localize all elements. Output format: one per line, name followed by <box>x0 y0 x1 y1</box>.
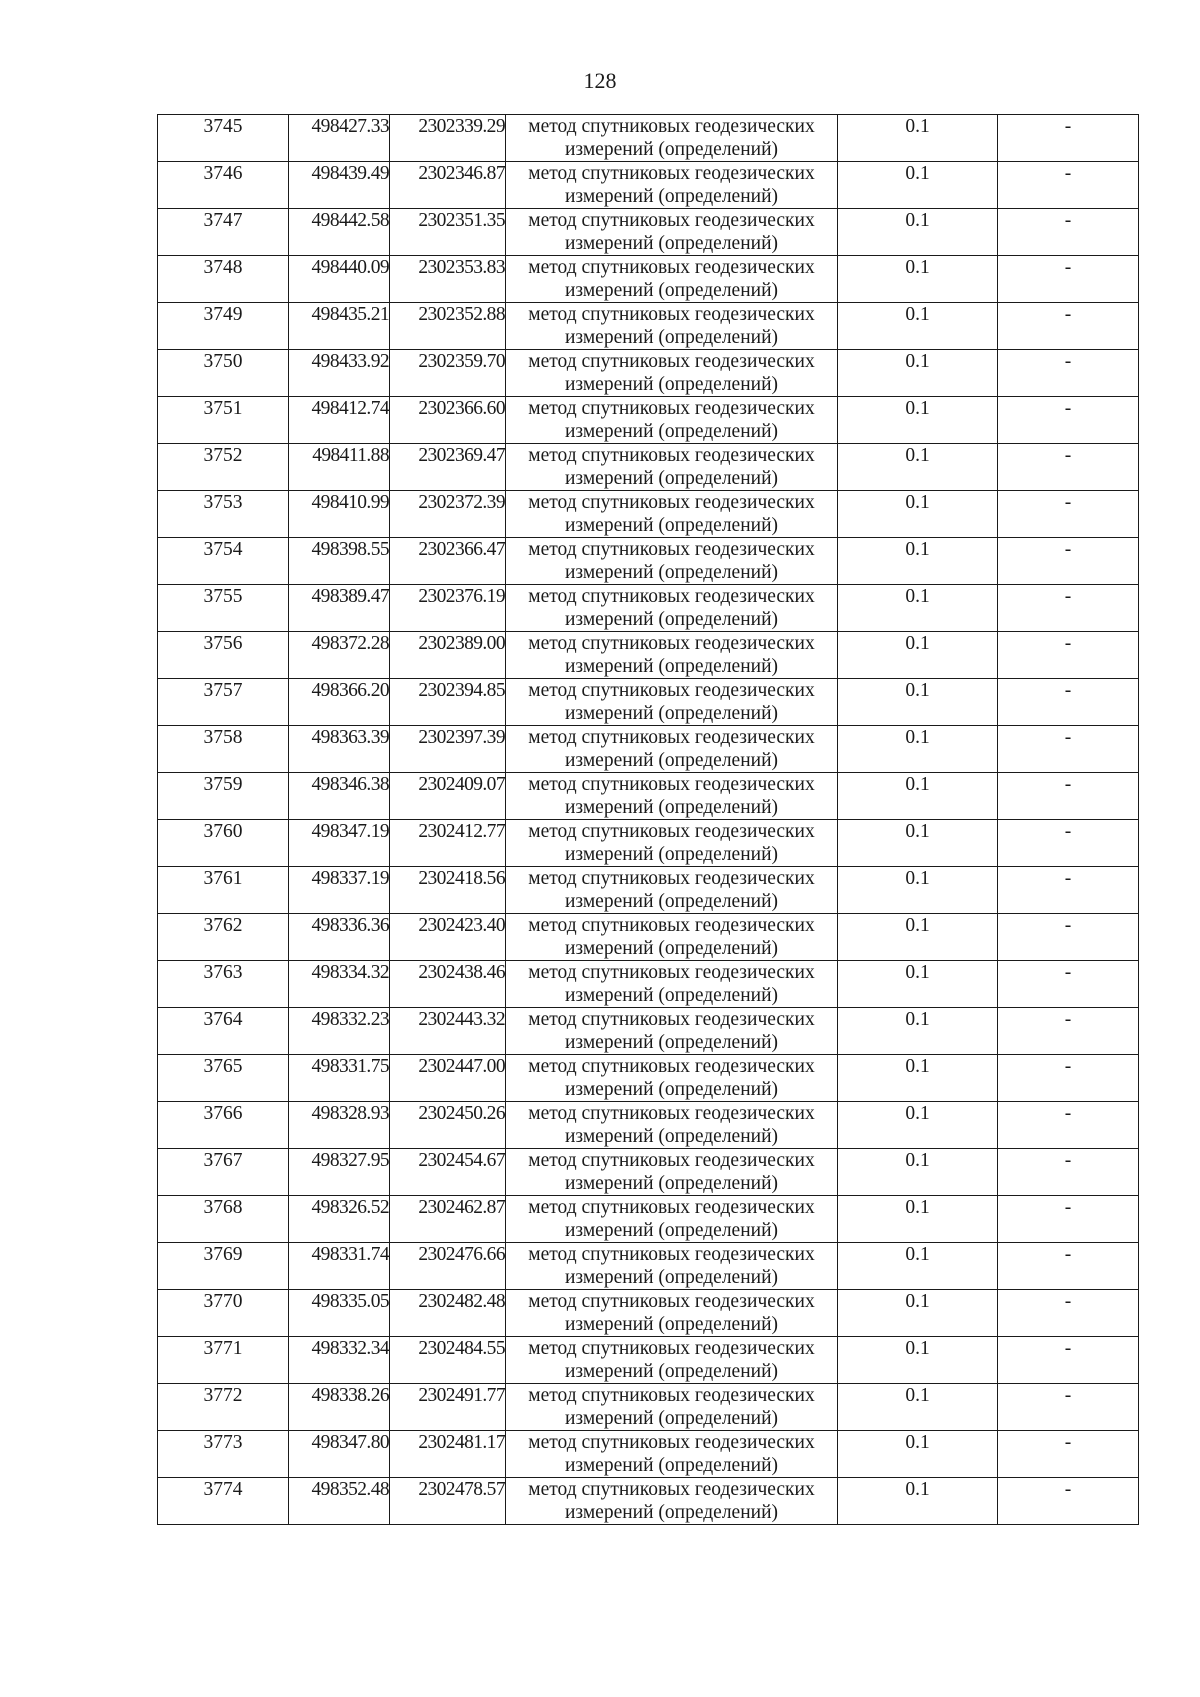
method-line-2: измерений (определений) <box>564 1032 779 1053</box>
y-coordinate-cell: 2302418.56 <box>390 867 506 914</box>
method-line-1: метод спутниковых геодезических <box>528 116 815 137</box>
method-line-2: измерений (определений) <box>564 1502 779 1523</box>
point-number-cell: 3772 <box>158 1384 289 1431</box>
accuracy-cell: 0.1 <box>838 914 998 961</box>
method-cell <box>506 1196 838 1243</box>
method-line-2: измерений (определений) <box>564 468 779 489</box>
table-row <box>158 444 1139 491</box>
y-coordinate-cell: 2302484.55 <box>390 1337 506 1384</box>
extra-cell: - <box>998 867 1139 914</box>
y-coordinate-cell: 2302376.19 <box>390 585 506 632</box>
accuracy-cell: 0.1 <box>838 209 998 256</box>
point-number-cell: 3758 <box>158 726 289 773</box>
table-row <box>158 1431 1139 1478</box>
point-number-cell: 3754 <box>158 538 289 585</box>
method-line-2: измерений (определений) <box>564 280 779 301</box>
accuracy-cell: 0.1 <box>838 632 998 679</box>
extra-cell: - <box>998 397 1139 444</box>
y-coordinate-cell: 2302454.67 <box>390 1149 506 1196</box>
y-coordinate-cell: 2302412.77 <box>390 820 506 867</box>
method-line-1: метод спутниковых геодезических <box>528 1338 815 1359</box>
y-coordinate-cell: 2302447.00 <box>390 1055 506 1102</box>
table-row <box>158 303 1139 350</box>
extra-cell: - <box>998 256 1139 303</box>
accuracy-cell: 0.1 <box>838 303 998 350</box>
y-coordinate-cell: 2302394.85 <box>390 679 506 726</box>
method-line-2: измерений (определений) <box>564 891 779 912</box>
method-line-1: метод спутниковых геодезических <box>528 351 815 372</box>
method-cell <box>506 1008 838 1055</box>
y-coordinate-cell: 2302339.29 <box>390 115 506 162</box>
method-line-2: измерений (определений) <box>564 1079 779 1100</box>
accuracy-cell: 0.1 <box>838 1055 998 1102</box>
accuracy-cell: 0.1 <box>838 773 998 820</box>
table-row <box>158 679 1139 726</box>
y-coordinate-cell: 2302359.70 <box>390 350 506 397</box>
method-line-1: метод спутниковых геодезических <box>528 398 815 419</box>
accuracy-cell: 0.1 <box>838 1243 998 1290</box>
method-cell <box>506 1102 838 1149</box>
method-cell <box>506 585 838 632</box>
point-number-cell: 3774 <box>158 1478 289 1525</box>
method-line-2: измерений (определений) <box>564 1126 779 1147</box>
method-cell <box>506 961 838 1008</box>
y-coordinate-cell: 2302478.57 <box>390 1478 506 1525</box>
table-row <box>158 1149 1139 1196</box>
x-coordinate-cell: 498331.75 <box>289 1055 390 1102</box>
x-coordinate-cell: 498332.23 <box>289 1008 390 1055</box>
coordinates-table <box>157 114 1139 1525</box>
point-number-cell: 3755 <box>158 585 289 632</box>
point-number-cell: 3747 <box>158 209 289 256</box>
x-coordinate-cell: 498332.34 <box>289 1337 390 1384</box>
method-line-2: измерений (определений) <box>564 797 779 818</box>
y-coordinate-cell: 2302409.07 <box>390 773 506 820</box>
method-line-2: измерений (определений) <box>564 609 779 630</box>
method-line-1: метод спутниковых геодезических <box>528 1056 815 1077</box>
x-coordinate-cell: 498352.48 <box>289 1478 390 1525</box>
y-coordinate-cell: 2302369.47 <box>390 444 506 491</box>
x-coordinate-cell: 498363.39 <box>289 726 390 773</box>
method-line-2: измерений (определений) <box>564 1220 779 1241</box>
method-cell <box>506 867 838 914</box>
method-cell <box>506 773 838 820</box>
table-row <box>158 1384 1139 1431</box>
point-number-cell: 3764 <box>158 1008 289 1055</box>
accuracy-cell: 0.1 <box>838 538 998 585</box>
point-number-cell: 3749 <box>158 303 289 350</box>
method-cell <box>506 303 838 350</box>
y-coordinate-cell: 2302438.46 <box>390 961 506 1008</box>
accuracy-cell: 0.1 <box>838 162 998 209</box>
table-row <box>158 1337 1139 1384</box>
x-coordinate-cell: 498433.92 <box>289 350 390 397</box>
accuracy-cell: 0.1 <box>838 679 998 726</box>
x-coordinate-cell: 498427.33 <box>289 115 390 162</box>
point-number-cell: 3763 <box>158 961 289 1008</box>
method-cell <box>506 1290 838 1337</box>
y-coordinate-cell: 2302351.35 <box>390 209 506 256</box>
table-row <box>158 1055 1139 1102</box>
x-coordinate-cell: 498331.74 <box>289 1243 390 1290</box>
method-line-2: измерений (определений) <box>564 985 779 1006</box>
method-line-1: метод спутниковых геодезических <box>528 445 815 466</box>
table-row <box>158 1102 1139 1149</box>
y-coordinate-cell: 2302482.48 <box>390 1290 506 1337</box>
method-cell <box>506 1149 838 1196</box>
accuracy-cell: 0.1 <box>838 350 998 397</box>
point-number-cell: 3756 <box>158 632 289 679</box>
accuracy-cell: 0.1 <box>838 820 998 867</box>
accuracy-cell: 0.1 <box>838 1337 998 1384</box>
extra-cell: - <box>998 1290 1139 1337</box>
extra-cell: - <box>998 961 1139 1008</box>
table-row <box>158 1290 1139 1337</box>
coordinates-table-body <box>158 115 1139 1525</box>
method-line-1: метод спутниковых геодезических <box>528 915 815 936</box>
method-line-2: измерений (определений) <box>564 1173 779 1194</box>
point-number-cell: 3751 <box>158 397 289 444</box>
point-number-cell: 3762 <box>158 914 289 961</box>
accuracy-cell: 0.1 <box>838 1196 998 1243</box>
table-row <box>158 491 1139 538</box>
x-coordinate-cell: 498336.36 <box>289 914 390 961</box>
extra-cell: - <box>998 773 1139 820</box>
x-coordinate-cell: 498410.99 <box>289 491 390 538</box>
accuracy-cell: 0.1 <box>838 1149 998 1196</box>
accuracy-cell: 0.1 <box>838 444 998 491</box>
method-cell <box>506 209 838 256</box>
method-cell <box>506 820 838 867</box>
accuracy-cell: 0.1 <box>838 961 998 1008</box>
method-line-1: метод спутниковых геодезических <box>528 680 815 701</box>
accuracy-cell: 0.1 <box>838 1102 998 1149</box>
method-line-2: измерений (определений) <box>564 1267 779 1288</box>
method-line-2: измерений (определений) <box>564 562 779 583</box>
extra-cell: - <box>998 1337 1139 1384</box>
method-line-2: измерений (определений) <box>564 1361 779 1382</box>
x-coordinate-cell: 498347.19 <box>289 820 390 867</box>
method-cell <box>506 256 838 303</box>
x-coordinate-cell: 498398.55 <box>289 538 390 585</box>
method-cell <box>506 726 838 773</box>
method-line-1: метод спутниковых геодезических <box>528 586 815 607</box>
point-number-cell: 3745 <box>158 115 289 162</box>
method-cell <box>506 1431 838 1478</box>
x-coordinate-cell: 498372.28 <box>289 632 390 679</box>
extra-cell: - <box>998 679 1139 726</box>
extra-cell: - <box>998 303 1139 350</box>
accuracy-cell: 0.1 <box>838 397 998 444</box>
method-line-2: измерений (определений) <box>564 1455 779 1476</box>
method-cell <box>506 491 838 538</box>
y-coordinate-cell: 2302443.32 <box>390 1008 506 1055</box>
table-row <box>158 820 1139 867</box>
x-coordinate-cell: 498347.80 <box>289 1431 390 1478</box>
y-coordinate-cell: 2302450.26 <box>390 1102 506 1149</box>
accuracy-cell: 0.1 <box>838 115 998 162</box>
extra-cell: - <box>998 1243 1139 1290</box>
x-coordinate-cell: 498335.05 <box>289 1290 390 1337</box>
table-row <box>158 1196 1139 1243</box>
x-coordinate-cell: 498328.93 <box>289 1102 390 1149</box>
extra-cell: - <box>998 1102 1139 1149</box>
table-row <box>158 1243 1139 1290</box>
extra-cell: - <box>998 1008 1139 1055</box>
x-coordinate-cell: 498327.95 <box>289 1149 390 1196</box>
extra-cell: - <box>998 115 1139 162</box>
point-number-cell: 3769 <box>158 1243 289 1290</box>
method-line-2: измерений (определений) <box>564 1314 779 1335</box>
method-line-2: измерений (определений) <box>564 421 779 442</box>
y-coordinate-cell: 2302481.17 <box>390 1431 506 1478</box>
extra-cell: - <box>998 1384 1139 1431</box>
method-cell <box>506 1243 838 1290</box>
table-row <box>158 867 1139 914</box>
y-coordinate-cell: 2302366.47 <box>390 538 506 585</box>
y-coordinate-cell: 2302462.87 <box>390 1196 506 1243</box>
extra-cell: - <box>998 209 1139 256</box>
method-line-1: метод спутниковых геодезических <box>528 1385 815 1406</box>
method-line-2: измерений (определений) <box>564 374 779 395</box>
point-number-cell: 3757 <box>158 679 289 726</box>
method-line-2: измерений (определений) <box>564 139 779 160</box>
method-cell <box>506 444 838 491</box>
point-number-cell: 3752 <box>158 444 289 491</box>
extra-cell: - <box>998 538 1139 585</box>
table-row <box>158 773 1139 820</box>
y-coordinate-cell: 2302346.87 <box>390 162 506 209</box>
method-line-1: метод спутниковых геодезических <box>528 1150 815 1171</box>
method-line-1: метод спутниковых геодезических <box>528 1479 815 1500</box>
method-cell <box>506 914 838 961</box>
point-number-cell: 3771 <box>158 1337 289 1384</box>
x-coordinate-cell: 498326.52 <box>289 1196 390 1243</box>
method-cell <box>506 538 838 585</box>
point-number-cell: 3753 <box>158 491 289 538</box>
y-coordinate-cell: 2302491.77 <box>390 1384 506 1431</box>
x-coordinate-cell: 498439.49 <box>289 162 390 209</box>
y-coordinate-cell: 2302372.39 <box>390 491 506 538</box>
x-coordinate-cell: 498440.09 <box>289 256 390 303</box>
table-row <box>158 1478 1139 1525</box>
extra-cell: - <box>998 162 1139 209</box>
table-row <box>158 726 1139 773</box>
table-row <box>158 1008 1139 1055</box>
method-line-1: метод спутниковых геодезических <box>528 1103 815 1124</box>
method-line-2: измерений (определений) <box>564 844 779 865</box>
x-coordinate-cell: 498389.47 <box>289 585 390 632</box>
accuracy-cell: 0.1 <box>838 1478 998 1525</box>
point-number-cell: 3765 <box>158 1055 289 1102</box>
method-line-2: измерений (определений) <box>564 1408 779 1429</box>
extra-cell: - <box>998 1196 1139 1243</box>
accuracy-cell: 0.1 <box>838 1384 998 1431</box>
method-line-2: измерений (определений) <box>564 186 779 207</box>
method-line-2: измерений (определений) <box>564 938 779 959</box>
point-number-cell: 3770 <box>158 1290 289 1337</box>
method-line-1: метод спутниковых геодезических <box>528 210 815 231</box>
point-number-cell: 3750 <box>158 350 289 397</box>
x-coordinate-cell: 498338.26 <box>289 1384 390 1431</box>
method-cell <box>506 162 838 209</box>
table-row <box>158 209 1139 256</box>
method-line-1: метод спутниковых геодезических <box>528 1244 815 1265</box>
table-row <box>158 538 1139 585</box>
table-row <box>158 397 1139 444</box>
x-coordinate-cell: 498334.32 <box>289 961 390 1008</box>
extra-cell: - <box>998 444 1139 491</box>
method-line-2: измерений (определений) <box>564 327 779 348</box>
method-cell <box>506 397 838 444</box>
point-number-cell: 3760 <box>158 820 289 867</box>
accuracy-cell: 0.1 <box>838 726 998 773</box>
method-line-1: метод спутниковых геодезических <box>528 633 815 654</box>
method-line-1: метод спутниковых геодезических <box>528 1291 815 1312</box>
y-coordinate-cell: 2302353.83 <box>390 256 506 303</box>
method-line-1: метод спутниковых геодезических <box>528 163 815 184</box>
x-coordinate-cell: 498435.21 <box>289 303 390 350</box>
method-cell <box>506 632 838 679</box>
method-line-2: измерений (определений) <box>564 515 779 536</box>
table-row <box>158 350 1139 397</box>
method-line-1: метод спутниковых геодезических <box>528 1432 815 1453</box>
point-number-cell: 3761 <box>158 867 289 914</box>
method-cell <box>506 1384 838 1431</box>
extra-cell: - <box>998 820 1139 867</box>
accuracy-cell: 0.1 <box>838 1431 998 1478</box>
method-cell <box>506 350 838 397</box>
table-row <box>158 585 1139 632</box>
method-cell <box>506 1478 838 1525</box>
point-number-cell: 3773 <box>158 1431 289 1478</box>
point-number-cell: 3748 <box>158 256 289 303</box>
accuracy-cell: 0.1 <box>838 867 998 914</box>
y-coordinate-cell: 2302476.66 <box>390 1243 506 1290</box>
y-coordinate-cell: 2302423.40 <box>390 914 506 961</box>
x-coordinate-cell: 498442.58 <box>289 209 390 256</box>
point-number-cell: 3759 <box>158 773 289 820</box>
accuracy-cell: 0.1 <box>838 256 998 303</box>
table-row <box>158 632 1139 679</box>
method-line-2: измерений (определений) <box>564 750 779 771</box>
method-line-2: измерений (определений) <box>564 233 779 254</box>
method-line-1: метод спутниковых геодезических <box>528 492 815 513</box>
x-coordinate-cell: 498337.19 <box>289 867 390 914</box>
point-number-cell: 3768 <box>158 1196 289 1243</box>
table-row <box>158 162 1139 209</box>
extra-cell: - <box>998 585 1139 632</box>
x-coordinate-cell: 498411.88 <box>289 444 390 491</box>
y-coordinate-cell: 2302397.39 <box>390 726 506 773</box>
method-line-1: метод спутниковых геодезических <box>528 727 815 748</box>
table-row <box>158 961 1139 1008</box>
method-cell <box>506 679 838 726</box>
method-line-1: метод спутниковых геодезических <box>528 962 815 983</box>
extra-cell: - <box>998 632 1139 679</box>
y-coordinate-cell: 2302352.88 <box>390 303 506 350</box>
method-line-2: измерений (определений) <box>564 656 779 677</box>
method-line-1: метод спутниковых геодезических <box>528 774 815 795</box>
x-coordinate-cell: 498412.74 <box>289 397 390 444</box>
accuracy-cell: 0.1 <box>838 1008 998 1055</box>
method-line-1: метод спутниковых геодезических <box>528 257 815 278</box>
method-line-1: метод спутниковых геодезических <box>528 1009 815 1030</box>
extra-cell: - <box>998 1431 1139 1478</box>
method-line-1: метод спутниковых геодезических <box>528 821 815 842</box>
method-line-2: измерений (определений) <box>564 703 779 724</box>
extra-cell: - <box>998 726 1139 773</box>
y-coordinate-cell: 2302366.60 <box>390 397 506 444</box>
method-line-1: метод спутниковых геодезических <box>528 539 815 560</box>
extra-cell: - <box>998 1149 1139 1196</box>
method-line-1: метод спутниковых геодезических <box>528 1197 815 1218</box>
y-coordinate-cell: 2302389.00 <box>390 632 506 679</box>
method-cell <box>506 1337 838 1384</box>
method-line-1: метод спутниковых геодезических <box>528 868 815 889</box>
extra-cell: - <box>998 491 1139 538</box>
table-row <box>158 256 1139 303</box>
method-cell <box>506 115 838 162</box>
method-cell <box>506 1055 838 1102</box>
point-number-cell: 3766 <box>158 1102 289 1149</box>
table-row <box>158 914 1139 961</box>
x-coordinate-cell: 498366.20 <box>289 679 390 726</box>
method-line-1: метод спутниковых геодезических <box>528 304 815 325</box>
extra-cell: - <box>998 350 1139 397</box>
extra-cell: - <box>998 1055 1139 1102</box>
extra-cell: - <box>998 1478 1139 1525</box>
accuracy-cell: 0.1 <box>838 585 998 632</box>
table-row <box>158 115 1139 162</box>
point-number-cell: 3767 <box>158 1149 289 1196</box>
accuracy-cell: 0.1 <box>838 1290 998 1337</box>
point-number-cell: 3746 <box>158 162 289 209</box>
x-coordinate-cell: 498346.38 <box>289 773 390 820</box>
page-number: 128 <box>583 68 617 93</box>
accuracy-cell: 0.1 <box>838 491 998 538</box>
extra-cell: - <box>998 914 1139 961</box>
